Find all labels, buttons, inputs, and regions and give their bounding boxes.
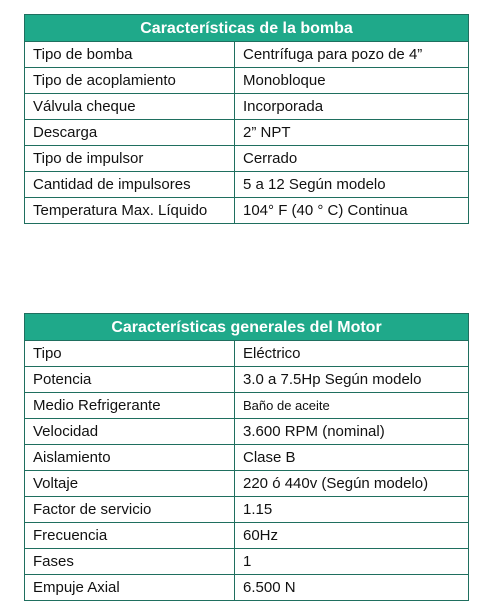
- row-value: 6.500 N: [235, 575, 469, 601]
- row-value: Incorporada: [235, 94, 469, 120]
- row-label: Aislamiento: [25, 445, 235, 471]
- row-label: Frecuencia: [25, 523, 235, 549]
- row-label: Tipo de impulsor: [25, 146, 235, 172]
- row-label: Temperatura Max. Líquido: [25, 198, 235, 224]
- row-label: Descarga: [25, 120, 235, 146]
- table-row: [25, 471, 469, 497]
- motor-table-title: Características generales del Motor: [25, 314, 469, 341]
- table-row: [25, 172, 469, 198]
- table-row: [25, 198, 469, 224]
- table-row: [25, 419, 469, 445]
- table-row: [25, 393, 469, 419]
- motor-characteristics-table: [24, 313, 469, 601]
- table-row: [25, 549, 469, 575]
- table-row: [25, 341, 469, 367]
- row-value: Monobloque: [235, 68, 469, 94]
- row-label: Cantidad de impulsores: [25, 172, 235, 198]
- row-label: Velocidad: [25, 419, 235, 445]
- table-row: [25, 94, 469, 120]
- row-label: Válvula cheque: [25, 94, 235, 120]
- row-value: 3.0 a 7.5Hp Según modelo: [235, 367, 469, 393]
- table-row: [25, 445, 469, 471]
- row-value: 60Hz: [235, 523, 469, 549]
- row-value: 1.15: [235, 497, 469, 523]
- row-label: Potencia: [25, 367, 235, 393]
- pump-table-title: Características de la bomba: [25, 15, 469, 42]
- table-row: [25, 42, 469, 68]
- row-label: Medio Refrigerante: [25, 393, 235, 419]
- row-value: Eléctrico: [235, 341, 469, 367]
- row-label: Empuje Axial: [25, 575, 235, 601]
- row-value: Clase B: [235, 445, 469, 471]
- row-label: Tipo de acoplamiento: [25, 68, 235, 94]
- table-row: [25, 523, 469, 549]
- row-value: 2” NPT: [235, 120, 469, 146]
- row-value: Cerrado: [235, 146, 469, 172]
- table-row: [25, 575, 469, 601]
- row-value: 1: [235, 549, 469, 575]
- row-label: Tipo: [25, 341, 235, 367]
- row-label: Voltaje: [25, 471, 235, 497]
- row-value: Baño de aceite: [235, 393, 469, 419]
- row-value: Centrífuga para pozo de 4”: [235, 42, 469, 68]
- pump-characteristics-table: [24, 14, 469, 224]
- table-row: [25, 146, 469, 172]
- row-label: Tipo de bomba: [25, 42, 235, 68]
- row-value: 5 a 12 Según modelo: [235, 172, 469, 198]
- table-row: [25, 367, 469, 393]
- row-label: Factor de servicio: [25, 497, 235, 523]
- table-row: [25, 68, 469, 94]
- table-row: [25, 120, 469, 146]
- row-value: 104° F (40 ° C) Continua: [235, 198, 469, 224]
- table-row: [25, 497, 469, 523]
- row-value: 220 ó 440v (Según modelo): [235, 471, 469, 497]
- row-label: Fases: [25, 549, 235, 575]
- row-value: 3.600 RPM (nominal): [235, 419, 469, 445]
